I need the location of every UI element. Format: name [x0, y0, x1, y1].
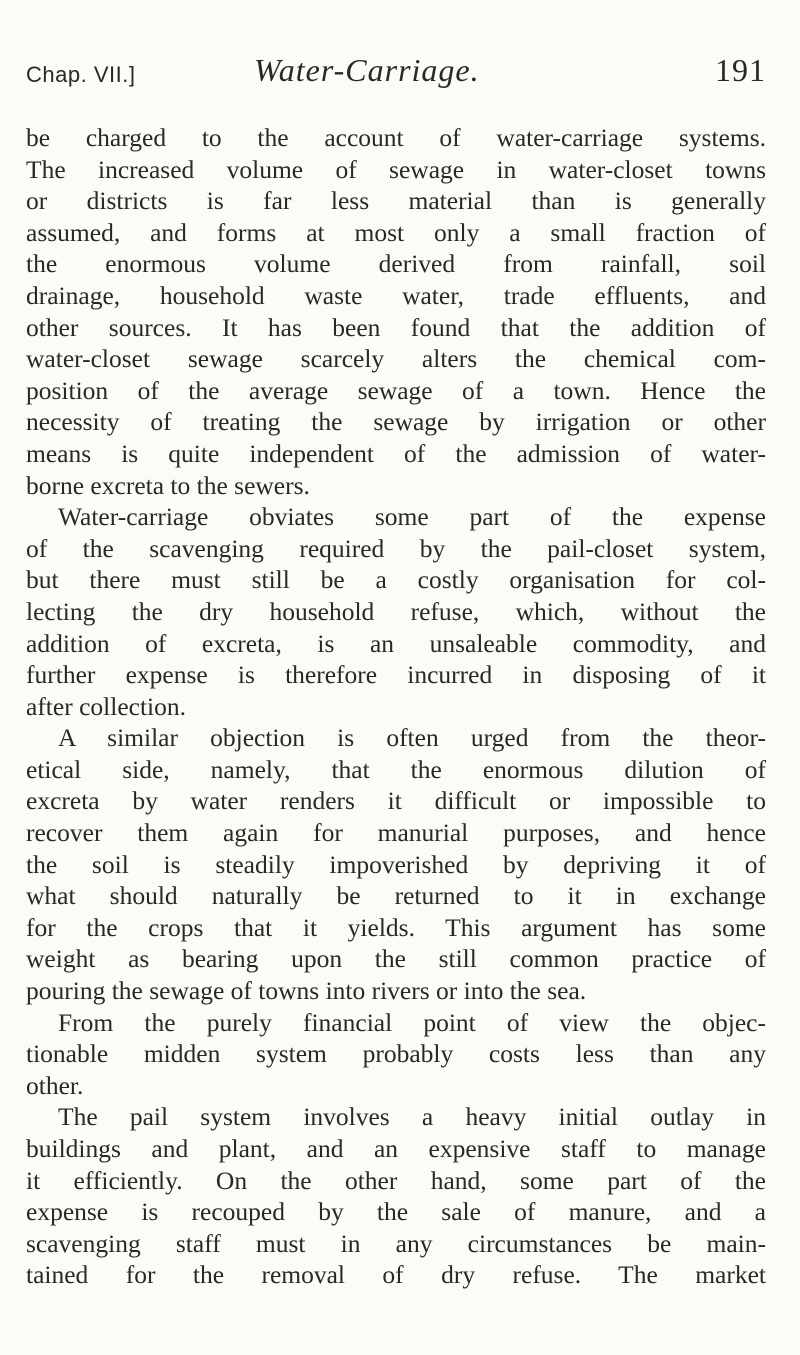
text-line: pouring the sewage of towns into rivers or into the sea.	[26, 976, 587, 1006]
text-line: etical side, namely, that the enormous dilution of	[26, 754, 766, 784]
text-line: tionable midden system probably costs less than any	[26, 1039, 766, 1069]
running-head	[26, 52, 766, 100]
text-line: weight as bearing upon the still common practice of	[26, 944, 766, 974]
text-line: The pail system involves a heavy initial outlay in	[58, 1102, 766, 1132]
text-line: tained for the removal of dry refuse. The market	[26, 1260, 766, 1290]
text-line: the enormous volume derived from rainfall, soil	[26, 249, 766, 279]
text-line: expense is recouped by the sale of manure, and a	[26, 1197, 766, 1227]
body-text	[26, 122, 766, 1291]
text-line: other.	[26, 1070, 84, 1100]
text-line: the soil is steadily impoverished by depriving it of	[26, 849, 766, 879]
text-line: borne excreta to the sewers.	[26, 470, 310, 500]
text-line: after collection.	[26, 691, 186, 721]
chapter-label: Chap. VII.]	[26, 62, 136, 87]
text-line: The increased volume of sewage in water-closet towns	[26, 154, 766, 184]
text-line: but there must still be a costly organisation for col-	[26, 565, 766, 595]
text-line: what should naturally be returned to it in exchange	[26, 881, 766, 911]
text-line: Water-carriage obviates some part of the expense	[58, 502, 766, 532]
text-line: or districts is far less material than is generally	[26, 186, 766, 216]
text-line: necessity of treating the sewage by irrigation or other	[26, 407, 766, 437]
text-line: be charged to the account of water-carriage systems.	[26, 123, 766, 152]
text-line: scavenging staff must in any circumstances be main-	[26, 1228, 766, 1258]
text-line: of the scavenging required by the pail-closet system,	[26, 533, 766, 563]
page-number: 191	[715, 52, 766, 88]
text-line: assumed, and forms at most only a small fraction of	[26, 217, 766, 247]
text-line: lecting the dry household refuse, which, without the	[26, 596, 766, 626]
text-line: water-closet sewage scarcely alters the chemical com-	[26, 344, 766, 374]
text-line: addition of excreta, is an unsaleable commodity, and	[26, 628, 766, 658]
text-line: further expense is therefore incurred in disposing of it	[26, 660, 766, 690]
text-line: From the purely financial point of view the objec-	[58, 1007, 766, 1037]
text-line: it efficiently. On the other hand, some part of the	[26, 1165, 766, 1195]
text-line: excreta by water renders it difficult or impossible to	[26, 786, 766, 816]
text-line: buildings and plant, and an expensive staff to manage	[26, 1134, 766, 1163]
text-line: drainage, household waste water, trade effluents, and	[26, 280, 766, 310]
running-title: Water-Carriage.	[254, 52, 480, 88]
text-line: position of the average sewage of a town. Hence the	[26, 375, 766, 405]
text-line: A similar objection is often urged from the theor-	[58, 723, 766, 753]
text-line: recover them again for manurial purposes, and hence	[26, 818, 766, 848]
text-line: for the crops that it yields. This argument has some	[26, 912, 766, 942]
text-line: other sources. It has been found that the addition of	[26, 312, 766, 342]
text-line: means is quite independent of the admission of water-	[26, 438, 766, 468]
